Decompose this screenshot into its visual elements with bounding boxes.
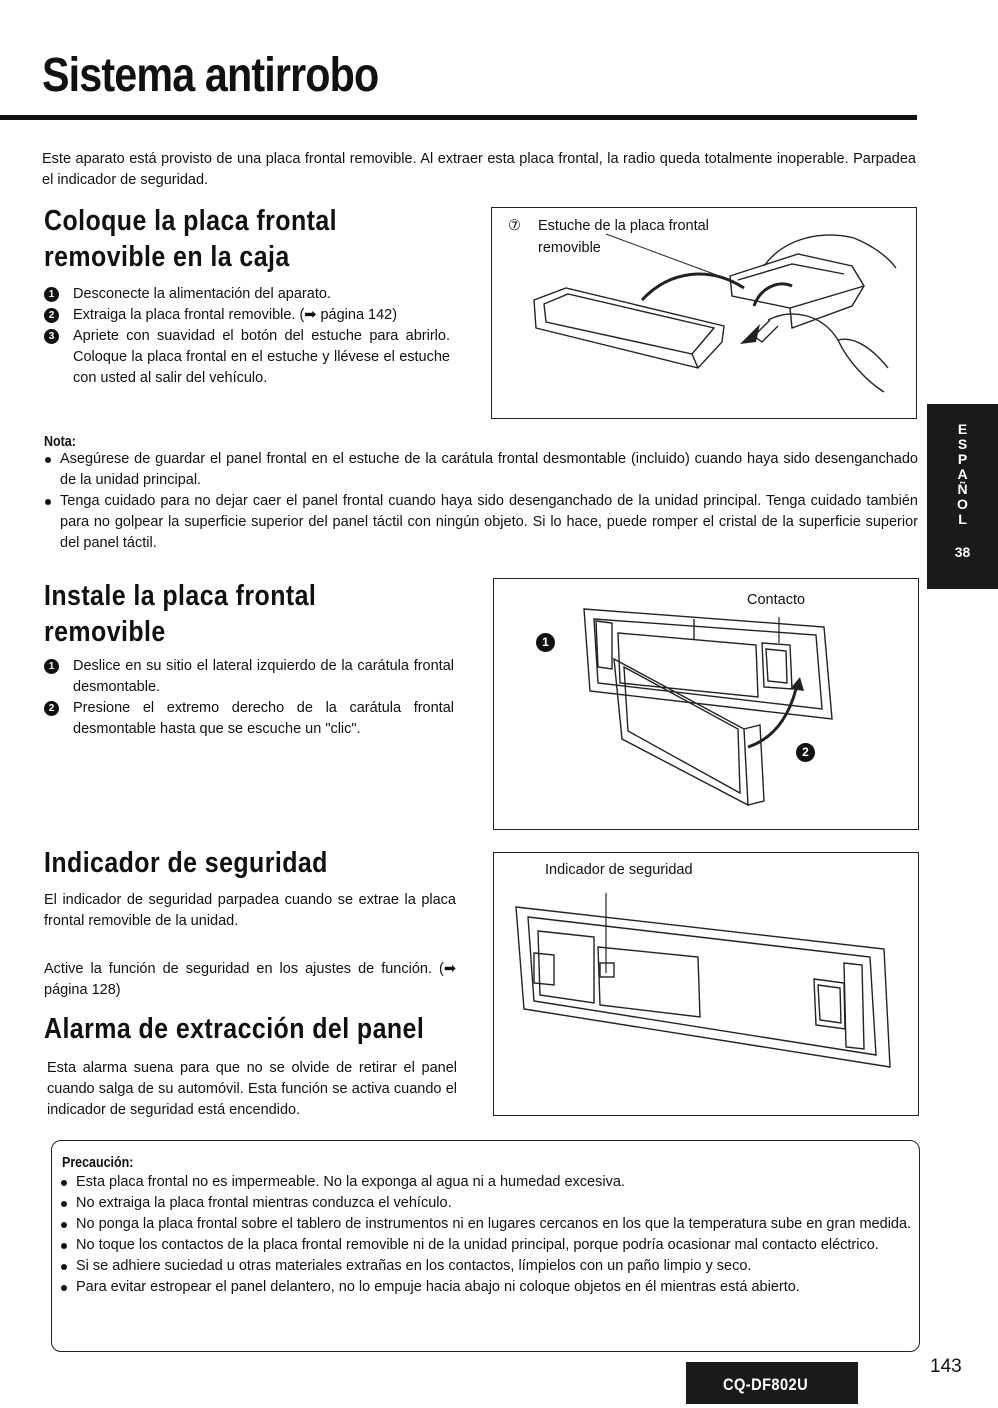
step-text: Apriete con suavidad el botón del estuche para abrirlo. Coloque la placa frontal en el estuche y llévese el estuche con usted al salir del vehículo.	[73, 328, 450, 386]
figure-label: Estuche de la placa frontal	[538, 218, 709, 234]
model-badge	[686, 1362, 858, 1404]
caution-text: Para evitar estropear el panel delantero, no lo empuje hacia abajo ni coloque objetos en él mientras está abierto.	[76, 1279, 800, 1295]
bullet-icon	[45, 499, 51, 505]
bullet-icon	[61, 1285, 67, 1291]
indicator-text: El indicador de seguridad parpadea cuando se extrae la placa frontal removible de la unidad.	[44, 892, 456, 929]
tab-page-number: 38	[954, 544, 971, 560]
caution-label: Precaución:	[62, 1155, 134, 1171]
step-text: Desconecte la alimentación del aparato.	[73, 286, 331, 302]
page-number: 143	[930, 1356, 962, 1377]
note-list	[44, 449, 918, 554]
intro-text: Este aparato está provisto de una placa frontal removible. Al extraer esta placa frontal, la radio queda totalmente inoperable. Parpadea el indicador de seguridad.	[42, 151, 916, 188]
case-steps	[44, 284, 450, 389]
list-item	[44, 284, 450, 305]
tab-letter: S	[957, 436, 968, 452]
step-number-icon: 1	[44, 287, 59, 302]
note-text: Asegúrese de guardar el panel frontal en el estuche de la carátula frontal desmontable (incluido) cuando haya sido desenganchado de la unidad principal.	[60, 451, 918, 488]
list-item	[60, 1193, 912, 1214]
section-alarm-heading: Alarma de extracción del panel	[44, 1013, 425, 1045]
section-case-heading	[44, 203, 474, 275]
section-install-heading	[44, 578, 474, 650]
tab-letter: Ñ	[957, 481, 968, 497]
list-item	[60, 1172, 912, 1193]
language-tab	[927, 404, 998, 589]
caution-text: No toque los contactos de la placa frontal removible ni de la unidad principal, porque podría ocasionar mal contacto eléctrico.	[76, 1237, 879, 1253]
caution-text: No ponga la placa frontal sobre el tablero de instrumentos ni en lugares cercanos en los que la temperatura sube en gran medida.	[76, 1216, 912, 1232]
list-item	[44, 656, 454, 698]
bullet-icon	[61, 1201, 67, 1207]
caution-text: Esta placa frontal no es impermeable. No la exponga al agua ni a humedad excesiva.	[76, 1174, 625, 1190]
marker-2-icon: 2	[796, 743, 815, 762]
bullet-icon	[61, 1243, 67, 1249]
bullet-icon	[45, 457, 51, 463]
section-heading-line: removible en la caja	[44, 241, 290, 273]
list-item	[44, 449, 918, 491]
step-number-icon: 2	[44, 308, 59, 323]
section-heading-line: Coloque la placa frontal	[44, 205, 338, 237]
list-item	[60, 1235, 912, 1256]
list-item	[60, 1256, 912, 1277]
section-heading-line: Instale la placa frontal	[44, 580, 317, 612]
figure-case	[491, 207, 917, 419]
step-text: Presione el extremo derecho de la carátula frontal desmontable hasta que se escuche un "clic".	[73, 700, 454, 737]
title-rule	[0, 115, 917, 120]
alarm-text: Esta alarma suena para que no se olvide de retirar el panel cuando salga de su automóvil. Esta función se activa cuando el indicador de seguridad está encendido.	[47, 1060, 457, 1118]
step-number-icon: 2	[44, 701, 59, 716]
section-heading-line: removible	[44, 616, 166, 648]
step-number-icon: 1	[44, 659, 59, 674]
tab-letter: L	[958, 511, 967, 527]
note-text: Tenga cuidado para no dejar caer el panel frontal cuando haya sido desenganchado de la unidad principal. Tenga cuidado también para no golpear la superficie superior del panel táctil con ningún objeto. Si lo hace, puede romper el cristal de la superficie superior del panel táctil.	[60, 493, 918, 551]
caution-list	[60, 1172, 912, 1298]
figure-indicator	[493, 852, 919, 1116]
tab-letter: P	[957, 451, 968, 467]
list-item	[44, 326, 450, 389]
list-item	[44, 491, 918, 554]
bullet-icon	[61, 1264, 67, 1270]
install-steps	[44, 656, 454, 740]
bullet-icon	[61, 1222, 67, 1228]
list-item	[44, 305, 450, 326]
language-tab-letters	[927, 422, 998, 527]
caution-text: Si se adhiere suciedad u otras materiales extrañas en los contactos, límpielos con un paño limpio y seco.	[76, 1258, 752, 1274]
figure-label: Contacto	[747, 592, 806, 608]
section-indicator-heading: Indicador de seguridad	[44, 847, 328, 879]
bullet-icon	[61, 1180, 67, 1186]
indicator-text: Active la función de seguridad en los ajustes de función. (➡ página 128)	[44, 961, 456, 998]
indicator-illustration	[494, 853, 918, 1115]
tab-letter: O	[957, 496, 968, 512]
step-number-icon: 3	[44, 329, 59, 344]
list-item	[44, 698, 454, 740]
figure-install	[493, 578, 919, 830]
figure-label: Indicador de seguridad	[545, 862, 693, 878]
caution-text: No extraiga la placa frontal mientras conduzca el vehículo.	[76, 1195, 452, 1211]
caution-box	[51, 1140, 920, 1352]
page-title: Sistema antirrobo	[42, 49, 379, 102]
install-illustration	[494, 579, 918, 829]
figure-label: removible	[538, 240, 601, 256]
marker-1-icon: 1	[536, 633, 555, 652]
model-name: CQ-DF802U	[722, 1375, 808, 1394]
step-text: Extraiga la placa frontal removible. (➡ página 142)	[73, 307, 398, 323]
tab-letter: E	[957, 421, 968, 437]
list-item	[60, 1214, 912, 1235]
note-label: Nota:	[44, 434, 76, 450]
step-text: Deslice en su sitio el lateral izquierdo de la carátula frontal desmontable.	[73, 658, 454, 695]
list-item	[60, 1277, 912, 1298]
figure-marker-icon: ⑦	[508, 218, 521, 234]
tab-letter: A	[957, 466, 968, 482]
